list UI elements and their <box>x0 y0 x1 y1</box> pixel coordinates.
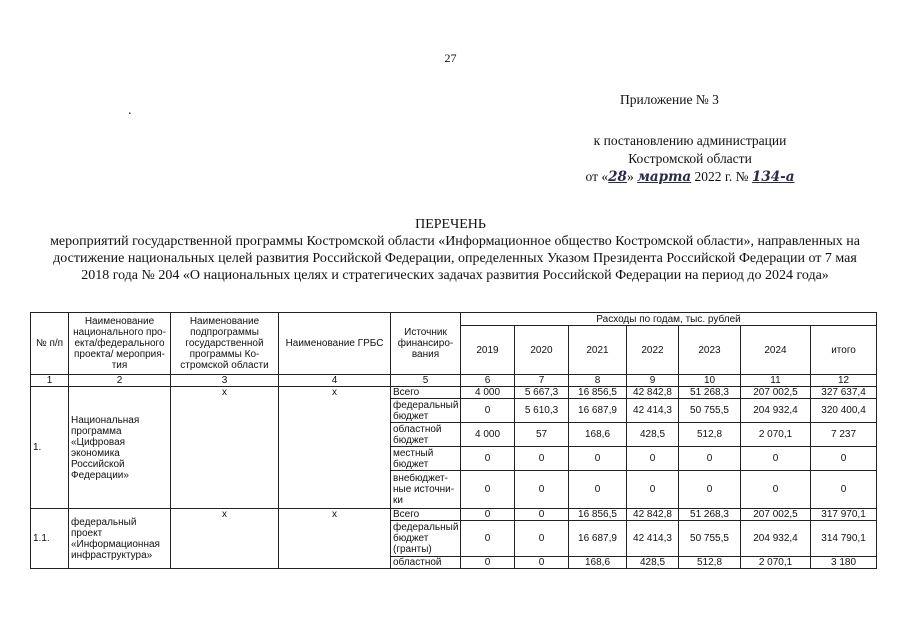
value-cell: 2 070,1 <box>741 557 811 569</box>
decree-date-mid: » <box>626 169 638 184</box>
stray-dot: . <box>128 103 132 118</box>
header-num: № п/п <box>31 313 69 375</box>
column-number: 8 <box>569 375 627 387</box>
value-cell: 0 <box>461 399 515 423</box>
decree-reference <box>560 132 820 186</box>
funding-source: местный бюджет <box>391 447 461 471</box>
funding-source: внебюджет-ные источни-ки <box>391 471 461 509</box>
column-number: 7 <box>515 375 569 387</box>
value-cell: 57 <box>515 423 569 447</box>
decree-line-1: к постановлению администрации <box>593 133 787 148</box>
value-cell: 42 414,3 <box>627 521 679 557</box>
header-project: Наименование национального про-екта/федерального проекта/ мероприя-тия <box>69 313 171 375</box>
value-cell: 51 268,3 <box>679 387 741 399</box>
value-cell: 207 002,5 <box>741 387 811 399</box>
table-row <box>31 509 877 521</box>
document-title: ПЕРЕЧЕНЬ <box>415 217 486 232</box>
funding-source: федеральный бюджет <box>391 399 461 423</box>
decree-number: 134-а <box>751 169 795 185</box>
column-number: 5 <box>391 375 461 387</box>
value-cell: 512,8 <box>679 557 741 569</box>
appendix-label: Приложение № 3 <box>620 92 719 107</box>
value-cell: 16 856,5 <box>569 509 627 521</box>
page-number: 27 <box>444 51 457 65</box>
value-cell: 0 <box>515 509 569 521</box>
value-cell: 50 755,5 <box>679 521 741 557</box>
value-cell: 3 180 <box>811 557 877 569</box>
header-total: итого <box>811 326 877 375</box>
value-cell: 317 970,1 <box>811 509 877 521</box>
header-grbs: Наименование ГРБС <box>279 313 391 375</box>
column-number: 4 <box>279 375 391 387</box>
value-cell: 0 <box>569 471 627 509</box>
decree-date-line <box>560 168 820 186</box>
value-cell: 428,5 <box>627 557 679 569</box>
column-number: 9 <box>627 375 679 387</box>
grbs-name: х <box>279 387 391 509</box>
column-number: 12 <box>811 375 877 387</box>
header-year: 2019 <box>461 326 515 375</box>
value-cell: 320 400,4 <box>811 399 877 423</box>
value-cell: 5 610,3 <box>515 399 569 423</box>
row-number: 1. <box>31 387 69 509</box>
subprogram-name: х <box>171 387 279 509</box>
value-cell: 168,6 <box>569 423 627 447</box>
value-cell: 2 070,1 <box>741 423 811 447</box>
value-cell: 0 <box>461 509 515 521</box>
decree-line-2: Костромской области <box>628 151 752 166</box>
grbs-name: х <box>279 509 391 569</box>
subprogram-name: х <box>171 509 279 569</box>
column-number: 2 <box>69 375 171 387</box>
header-year: 2024 <box>741 326 811 375</box>
table-row <box>31 387 877 399</box>
decree-date-prefix: от « <box>585 169 609 184</box>
column-number: 1 <box>31 375 69 387</box>
value-cell: 0 <box>461 557 515 569</box>
value-cell: 51 268,3 <box>679 509 741 521</box>
value-cell: 0 <box>461 471 515 509</box>
value-cell: 0 <box>679 471 741 509</box>
funding-source: федеральный бюджет (гранты) <box>391 521 461 557</box>
header-subprogram: Наименование подпрограммы государственной программы Ко-стромской области <box>171 313 279 375</box>
value-cell: 207 002,5 <box>741 509 811 521</box>
funding-source: Всего <box>391 387 461 399</box>
value-cell: 5 667,3 <box>515 387 569 399</box>
value-cell: 512,8 <box>679 423 741 447</box>
value-cell: 7 237 <box>811 423 877 447</box>
value-cell: 0 <box>569 447 627 471</box>
value-cell: 0 <box>627 471 679 509</box>
header-expenses: Расходы по годам, тыс. рублей <box>461 313 877 326</box>
value-cell: 50 755,5 <box>679 399 741 423</box>
value-cell: 42 842,8 <box>627 509 679 521</box>
document-subtitle: мероприятий государственной программы Костромской области «Информационное общество Костромской области», направленных на достижение национальных целей развития Российской Федерации, определенных Указом Президента Российской Федерации от 7 мая 2018 года № 204 «О национальных целях и стратегических задачах развития Российской Федерации на период до 2024 года» <box>50 234 860 283</box>
value-cell: 16 687,9 <box>569 399 627 423</box>
value-cell: 327 637,4 <box>811 387 877 399</box>
value-cell: 0 <box>515 447 569 471</box>
measures-table <box>30 312 877 569</box>
header-year: 2021 <box>569 326 627 375</box>
decree-day: 28 <box>608 169 627 185</box>
value-cell: 4 000 <box>461 387 515 399</box>
value-cell: 0 <box>811 471 877 509</box>
value-cell: 4 000 <box>461 423 515 447</box>
value-cell: 16 687,9 <box>569 521 627 557</box>
header-year: 2020 <box>515 326 569 375</box>
funding-source: областной бюджет <box>391 423 461 447</box>
value-cell: 0 <box>811 447 877 471</box>
value-cell: 204 932,4 <box>741 521 811 557</box>
value-cell: 168,6 <box>569 557 627 569</box>
funding-source: Всего <box>391 509 461 521</box>
value-cell: 0 <box>461 521 515 557</box>
value-cell: 0 <box>679 447 741 471</box>
header-year: 2023 <box>679 326 741 375</box>
value-cell: 0 <box>741 447 811 471</box>
column-number: 6 <box>461 375 515 387</box>
decree-month: марта <box>637 169 692 185</box>
value-cell: 0 <box>461 447 515 471</box>
decree-year-part: 2022 г. № <box>691 169 752 184</box>
value-cell: 0 <box>515 521 569 557</box>
value-cell: 42 842,8 <box>627 387 679 399</box>
value-cell: 314 790,1 <box>811 521 877 557</box>
column-number: 10 <box>679 375 741 387</box>
value-cell: 16 856,5 <box>569 387 627 399</box>
project-name: Национальная программа «Цифровая экономика Российской Федерации» <box>69 387 171 509</box>
value-cell: 428,5 <box>627 423 679 447</box>
column-number: 3 <box>171 375 279 387</box>
row-number: 1.1. <box>31 509 69 569</box>
project-name: федеральный проект «Информационная инфраструктура» <box>69 509 171 569</box>
header-year: 2022 <box>627 326 679 375</box>
header-source: Источник финансиро-вания <box>391 313 461 375</box>
value-cell: 204 932,4 <box>741 399 811 423</box>
value-cell: 0 <box>627 447 679 471</box>
funding-source: областной <box>391 557 461 569</box>
value-cell: 42 414,3 <box>627 399 679 423</box>
value-cell: 0 <box>741 471 811 509</box>
value-cell: 0 <box>515 557 569 569</box>
column-number: 11 <box>741 375 811 387</box>
value-cell: 0 <box>515 471 569 509</box>
